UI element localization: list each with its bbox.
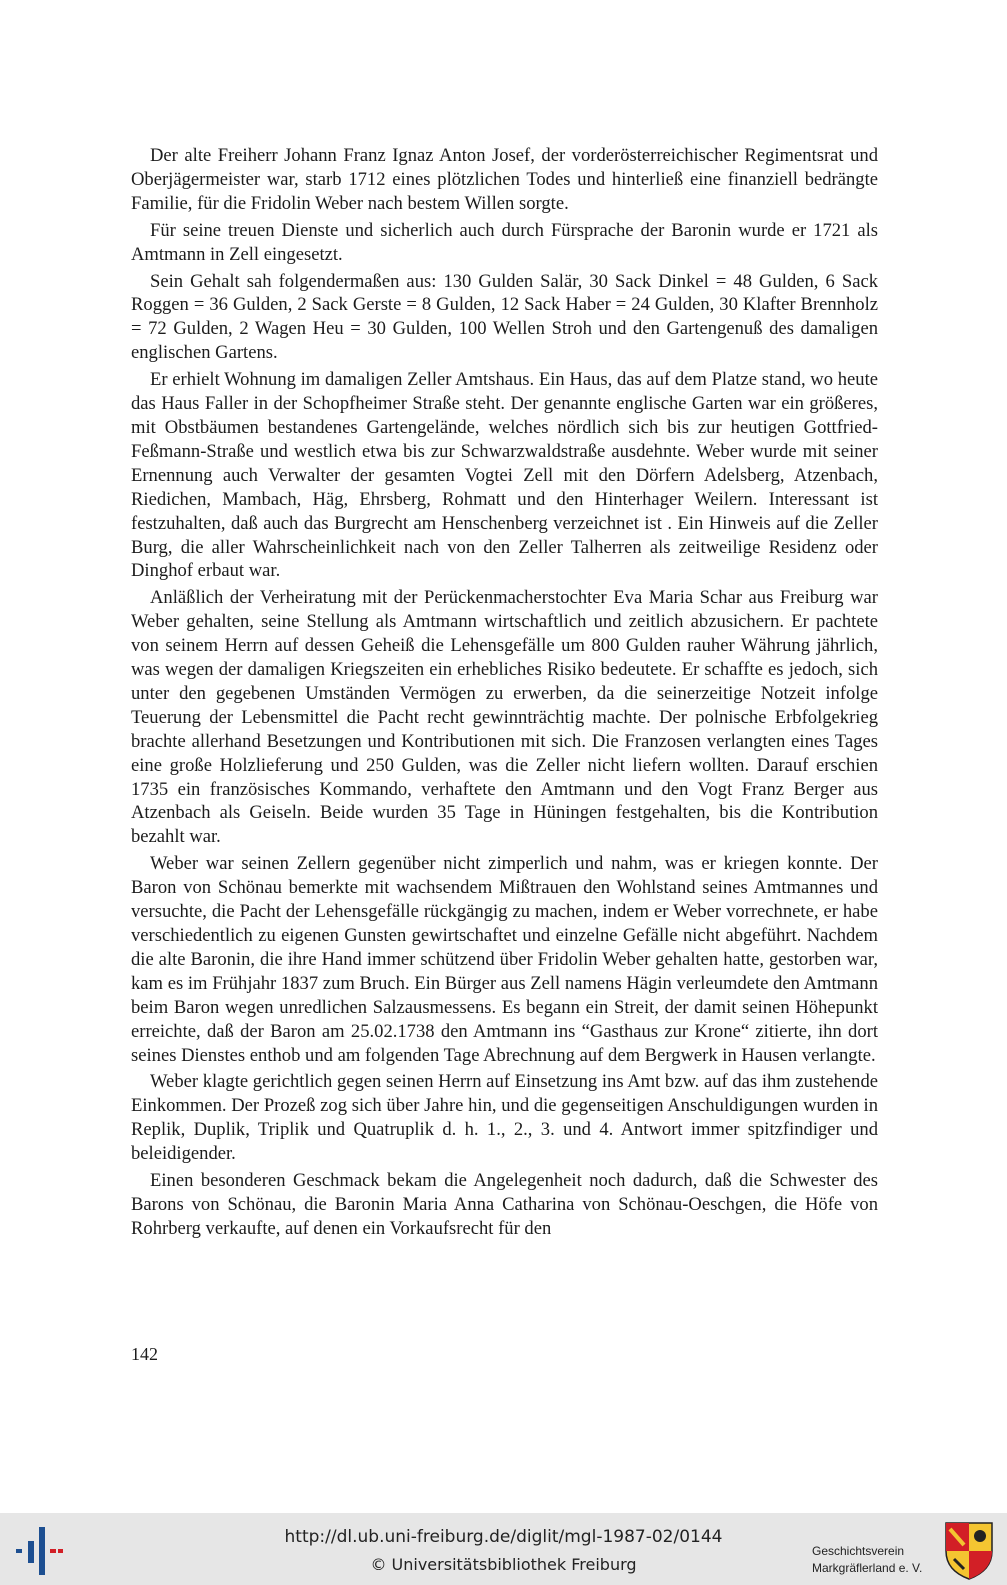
paragraph: Für seine treuen Dienste und sicherlich auch durch Fürsprache der Baronin wurde er 1721 als Amtmann in Zell eingesetzt.	[131, 219, 878, 265]
paragraph: Sein Gehalt sah folgendermaßen aus: 130 Gulden Salär, 30 Sack Dinkel = 48 Gulden, 6 Sack Roggen = 36 Gulden, 2 Sack Gerste = 8 Gulden, 12 Sack Haber = 24 Gulden, 30 Klafter Brennholz = 72 Gulden, 2 Wagen Heu = 30 Gulden, 100 Wellen Stroh und den Gartengenuß des damaligen englischen Gartens.	[131, 270, 878, 364]
coat-of-arms-icon	[944, 1521, 994, 1581]
paragraph: Der alte Freiherr Johann Franz Ignaz Anton Josef, der vorderösterreichischer Regimentsrat und Oberjägermeister war, starb 1712 eines plötzlichen Todes und hinterließ eine finanziell bedrängte Familie, für die Fridolin Weber nach bestem Willen sorgte.	[131, 145, 878, 214]
society-name-line2: Markgräflerland e. V.	[812, 1561, 923, 1575]
paragraph: Anläßlich der Verheiratung mit der Perückenmacherstochter Eva Maria Schar aus Freiburg war Weber gehalten, seine Stellung als Amtmann wirtschaftlich und zeitlich abzusichern. Er pachtete von seinem Herrn auf dessen Geheiß die Lehensgefälle um 800 Gulden rauher Währung jährlich, was wegen der damaligen Kriegszeiten ein erhebliches Risiko bedeutete. Er schaffte es jedoch, sich unter den gegebenen Umständen Vermögen zu erwerben, da die seinerzeitige Notzeit infolge Teuerung der Lebensmittel die Pacht recht gewinnträchtig machte. Der polnische Erbfolgekrieg brachte allerhand Besetzungen und Kontributionen mit sich. Die Franzosen verlangten eines Tages eine große Holzlieferung und 250 Gulden, was die Zeller nicht liefern wollten. Darauf erschien 1735 ein französisches Kommando, verhaftete den Amtmann und den Vogt Franz Berger aus Atzenbach als Geiseln. Beide wurden 35 Tage in Hüningen festgehalten, bis die Kontribution bezahlt war.	[131, 587, 878, 848]
permalink-link[interactable]: http://dl.ub.uni-freiburg.de/diglit/mgl-1987-02/0144	[284, 1527, 723, 1547]
paragraph: Weber klagte gerichtlich gegen seinen Herrn auf Einsetzung ins Amt bzw. auf das ihm zustehende Einkommen. Der Prozeß zog sich über Jahre hin, und die gegenseitigen Anschuldigungen wurden in Replik, Duplik, Triplik und Quatruplik d. h. 1., 2., 3. und 4. Antwort immer spitzfindiger und beleidigender.	[131, 1071, 878, 1165]
paragraph: Er erhielt Wohnung im damaligen Zeller Amtshaus. Ein Haus, das auf dem Platze stand, wo heute das Haus Faller in der Schopfheimer Straße steht. Der genannte englische Garten war ein größeres, mit Obstbäumen bestandenes Gartengelände, welches nördlich sich bis zur heutigen Gottfried-Feßmann-Straße und westlich etwa bis zur Schwarzwaldstraße ausdehnte. Weber wurde mit seiner Ernennung auch Verwalter der gesamten Vogtei Zell mit den Dörfern Adelsberg, Atzenbach, Riedichen, Mambach, Häg, Ehrsberg, Rohmatt und den Hinterhager Weilern. Interessant ist festzuhalten, daß auch das Burgrecht am Henschenberg verzeichnet ist . Ein Hinweis auf die Zeller Burg, die aller Wahrscheinlichkeit nach von den Zeller Talherren als zeitweilige Residenz oder Dinghof erbaut war.	[131, 369, 878, 582]
paragraph: Einen besonderen Geschmack bekam die Angelegenheit noch dadurch, daß die Schwester des Barons von Schönau, die Baronin Maria Anna Catharina von Schönau-Oeschgen, die Höfe von Rohrberg verkaufte, auf denen ein Vorkaufsrecht für den	[131, 1170, 878, 1239]
paragraph: Weber war seinen Zellern gegenüber nicht zimperlich und nahm, was er kriegen konnte. Der Baron von Schönau bemerkte mit wachsendem Mißtrauen den Wohlstand seines Amtmannes und versuchte, die Pacht der Lehensgefälle rückgängig zu machen, indem er Weber vorrechnete, er habe verschiedentlich zu eigenen Gunsten gewirtschaftet und einzelne Gefälle nicht abgeführt. Nachdem die alte Baronin, die ihre Hand immer schützend über Fridolin Weber gehalten hatte, gestorben war, kam es im Frühjahr 1837 zum Bruch. Ein Bürger aus Zell namens Hägin verleumdete den Amtmann beim Baron wegen unredlichen Salzausmessens. Es begann ein Streit, der damit seinen Höhepunkt erreichte, daß der Baron am 25.02.1738 den Amtmann ins “Gasthaus zur Krone“ zitierte, ihn dort seines Dienstes enthob und am folgenden Tage Abrechnung auf dem Bergwerk in Hausen verlangte.	[131, 853, 878, 1066]
society-name	[812, 1543, 922, 1577]
copyright-notice: © Universitätsbibliothek Freiburg	[370, 1555, 637, 1574]
society-name-line1: Geschichtsverein	[812, 1544, 905, 1558]
footer-bar	[0, 1513, 1007, 1585]
page-number: 142	[131, 1344, 158, 1364]
page-body	[131, 144, 878, 1244]
